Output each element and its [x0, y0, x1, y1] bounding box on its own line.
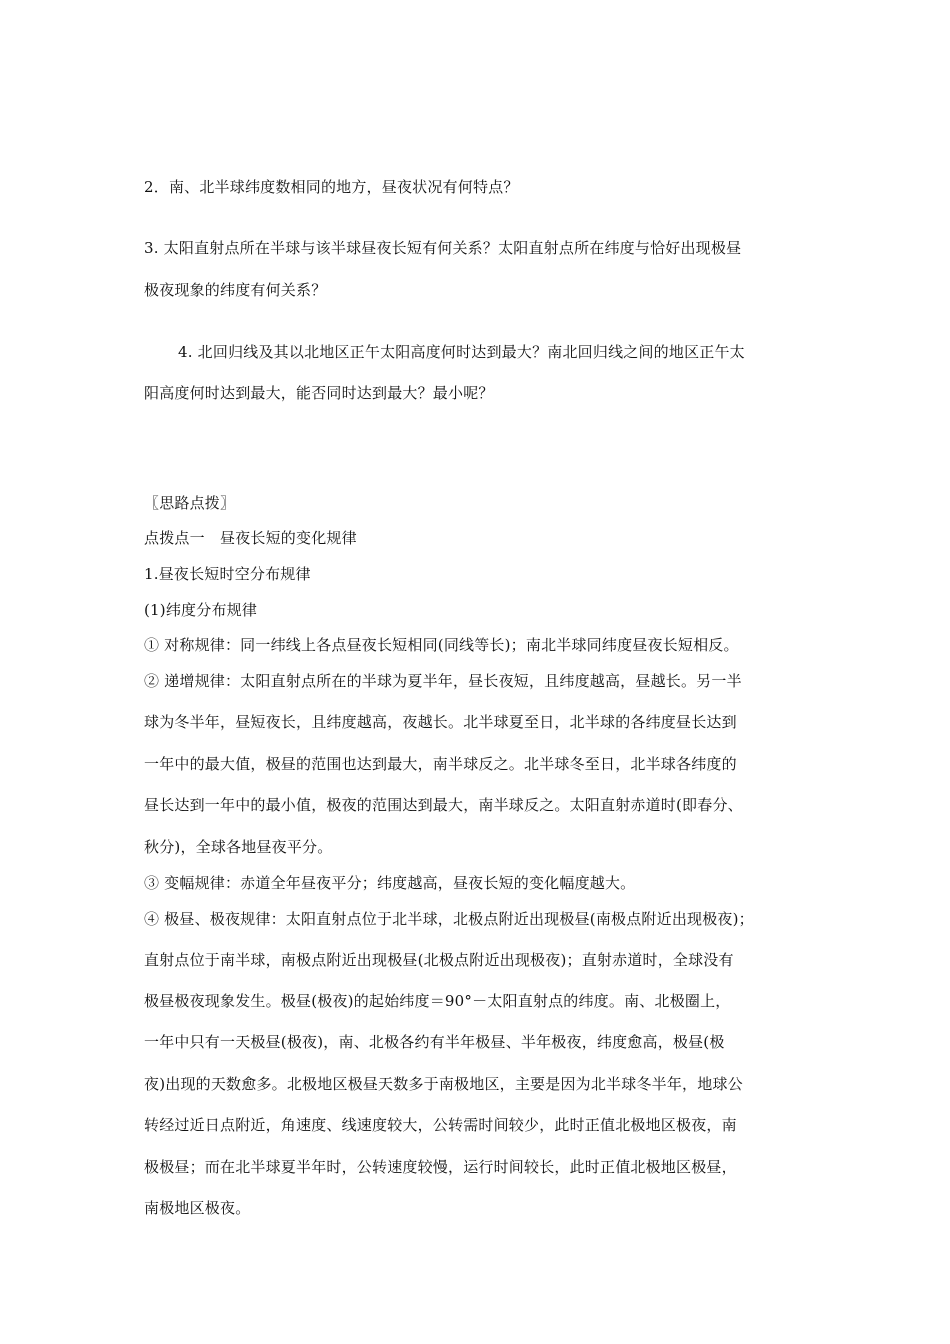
question-3-line-2: 极夜现象的纬度有何关系？ [144, 281, 327, 299]
rule-4-line: 夜)出现的天数愈多。北极地区极昼天数多于南极地区，主要是因为北半球冬半年，地球公 [144, 1075, 743, 1093]
guide-heading: 〖思路点拨〗 [144, 494, 236, 512]
rule-4-line: 南极地区极夜。 [144, 1199, 251, 1217]
rule-2-line: 秋分)，全球各地昼夜平分。 [144, 838, 333, 856]
rule-4-line: 极极昼；而在北半球夏半年时，公转速度较慢，运行时间较长，此时正值北极地区极昼， [144, 1158, 737, 1176]
question-4-line-2: 阳高度何时达到最大，能否同时达到最大？最小呢？ [144, 384, 494, 402]
rule-2-line: 一年中的最大值，极昼的范围也达到最大，南半球反之。北半球冬至日，北半球各纬度的 [144, 755, 737, 773]
question-4-line-1: 4. 北回归线及其以北地区正午太阳高度何时达到最大？南北回归线之间的地区正午太 [178, 343, 745, 361]
rule-4-line: 极昼极夜现象发生。极昼(极夜)的起始纬度＝90°－太阳直射点的纬度。南、北极圈上， [144, 992, 731, 1010]
rule-3-text: ③ 变幅规律：赤道全年昼夜平分；纬度越高，昼夜长短的变化幅度越大。 [144, 874, 636, 892]
question-3-line-1: 3. 太阳直射点所在半球与该半球昼夜长短有何关系？太阳直射点所在纬度与恰好出现极昼 [144, 239, 742, 257]
subsection-1-1-heading: (1)纬度分布规律 [144, 601, 258, 619]
point-1-heading: 点拨点一 昼夜长短的变化规律 [144, 529, 357, 547]
rule-1-text: ① 对称规律：同一纬线上各点昼夜长短相同(同线等长)；南北半球同纬度昼夜长短相反。 [144, 636, 739, 654]
rule-4-line: ④ 极昼、极夜规律：太阳直射点位于北半球，北极点附近出现极昼(南极点附近出现极夜)； [144, 910, 754, 928]
rule-4-line: 转经过近日点附近，角速度、线速度较大，公转需时间较少，此时正值北极地区极夜，南 [144, 1116, 737, 1134]
rule-2-line: 球为冬半年，昼短夜长，且纬度越高，夜越长。北半球夏至日，北半球的各纬度昼长达到 [144, 713, 737, 731]
rule-4-line: 一年中只有一天极昼(极夜)，南、北极各约有半年极昼、半年极夜，纬度愈高，极昼(极 [144, 1033, 725, 1051]
section-1-heading: 1.昼夜长短时空分布规律 [144, 565, 311, 583]
question-2: 2．南、北半球纬度数相同的地方，昼夜状况有何特点？ [144, 178, 519, 196]
rule-2-line: 昼长达到一年中的最小值，极夜的范围达到最大，南半球反之。太阳直射赤道时(即春分、 [144, 796, 743, 814]
rule-4-line: 直射点位于南半球，南极点附近出现极昼(北极点附近出现极夜)；直射赤道时，全球没有 [144, 951, 734, 969]
rule-2-line: ② 递增规律：太阳直射点所在的半球为夏半年，昼长夜短，且纬度越高，昼越长。另一半 [144, 672, 742, 690]
